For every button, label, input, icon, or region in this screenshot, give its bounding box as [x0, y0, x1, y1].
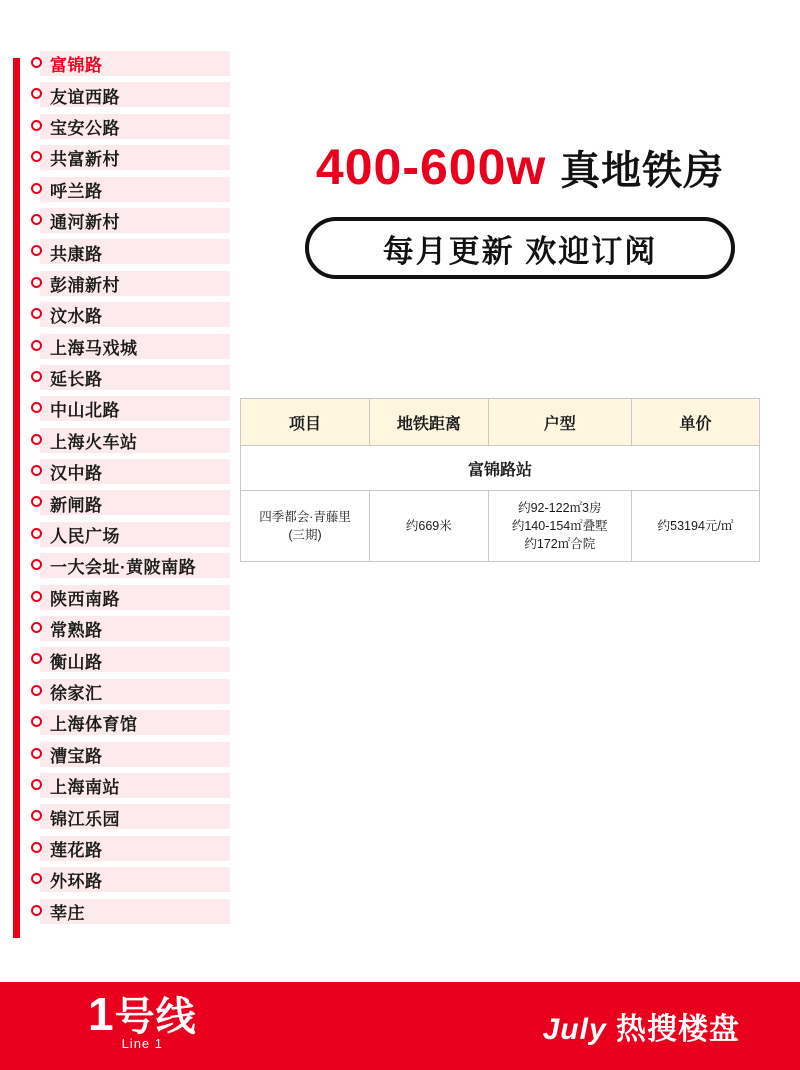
property-table: [240, 398, 760, 562]
station-name: 常熟路: [50, 621, 103, 641]
table-header-project: 项目: [241, 399, 370, 446]
station-row[interactable]: [22, 833, 252, 864]
station-name: 汶水路: [50, 307, 103, 327]
station-name: 上海南站: [50, 778, 120, 798]
table-header: [241, 399, 760, 446]
footer-line-number-suffix: 号线: [114, 995, 197, 1039]
station-name: 衡山路: [50, 652, 103, 672]
station-name: 中山北路: [50, 401, 120, 421]
station-row[interactable]: [22, 770, 252, 801]
station-row[interactable]: [22, 801, 252, 832]
station-row[interactable]: [22, 487, 252, 518]
station-row[interactable]: [22, 519, 252, 550]
cell-distance: 约669米: [370, 491, 488, 562]
station-row[interactable]: [22, 111, 252, 142]
station-name: 富锦路: [50, 56, 103, 76]
station-name: 友谊西路: [50, 87, 120, 107]
station-row[interactable]: [22, 739, 252, 770]
station-row[interactable]: [22, 864, 252, 895]
cell-project-line1: 四季都会·青藤里: [259, 509, 351, 524]
table-header-row: [241, 399, 760, 446]
station-row[interactable]: [22, 582, 252, 613]
cell-price: 约53194元/㎡: [632, 491, 760, 562]
station-name: 宝安公路: [50, 118, 120, 138]
station-row[interactable]: [22, 142, 252, 173]
station-name: 呼兰路: [50, 181, 103, 201]
headline-price: 400-600w: [315, 139, 547, 195]
station-row[interactable]: [22, 331, 252, 362]
station-row[interactable]: [22, 613, 252, 644]
station-dot-icon: [31, 465, 42, 476]
station-name: 共富新村: [50, 150, 120, 170]
station-dot-icon: [31, 528, 42, 539]
station-row[interactable]: [22, 676, 252, 707]
table-header-layout: 户型: [488, 399, 631, 446]
station-row[interactable]: [22, 896, 252, 927]
metro-station-list: [22, 48, 252, 927]
footer-line-name-en: Line 1: [121, 1036, 163, 1052]
station-row[interactable]: [22, 236, 252, 267]
station-dot-icon: [31, 120, 42, 131]
metro-line-stroke: [13, 58, 20, 938]
cell-layout-line1: 约92-122㎡3房: [518, 500, 602, 515]
cell-project-line2: (三期): [288, 528, 322, 542]
table-body: [241, 446, 760, 562]
station-dot-icon: [31, 277, 42, 288]
station-name: 人民广场: [50, 527, 120, 547]
station-name: 彭浦新村: [50, 275, 120, 295]
station-name: 上海火车站: [50, 432, 138, 452]
footer-line-number-digit: 1: [88, 988, 115, 1040]
station-name: 莘庄: [50, 903, 85, 923]
station-dot-icon: [31, 340, 42, 351]
station-name: 新闸路: [50, 495, 103, 515]
table-header-price: 单价: [632, 399, 760, 446]
station-dot-icon: [31, 748, 42, 759]
station-row[interactable]: [22, 393, 252, 424]
station-row[interactable]: [22, 550, 252, 581]
table-row: [241, 491, 760, 562]
station-dot-icon: [31, 183, 42, 194]
station-dot-icon: [31, 779, 42, 790]
station-row[interactable]: [22, 707, 252, 738]
station-name: 汉中路: [50, 464, 103, 484]
station-row[interactable]: [22, 268, 252, 299]
footer-month: July: [542, 1013, 607, 1046]
table-group-row: [241, 446, 760, 491]
station-row[interactable]: [22, 48, 252, 79]
headline-main: [270, 140, 770, 195]
cell-layout-line3: 约172㎡合院: [524, 537, 596, 552]
station-row[interactable]: [22, 79, 252, 110]
station-row[interactable]: [22, 205, 252, 236]
station-dot-icon: [31, 622, 42, 633]
station-name: 上海马戏城: [50, 338, 138, 358]
footer-tagline: [543, 1004, 740, 1048]
station-row[interactable]: [22, 425, 252, 456]
station-name: 延长路: [50, 370, 103, 390]
station-name: 通河新村: [50, 213, 120, 233]
station-name: 共康路: [50, 244, 103, 264]
station-dot-icon: [31, 905, 42, 916]
station-dot-icon: [31, 371, 42, 382]
station-dot-icon: [31, 434, 42, 445]
station-dot-icon: [31, 591, 42, 602]
station-row[interactable]: [22, 299, 252, 330]
table-group-station: 富锦路站: [241, 446, 760, 491]
station-dot-icon: [31, 685, 42, 696]
station-name: 徐家汇: [50, 684, 103, 703]
station-row[interactable]: [22, 456, 252, 487]
station-row[interactable]: [22, 174, 252, 205]
station-dot-icon: [31, 214, 42, 225]
station-name: 外环路: [50, 872, 103, 892]
cell-layout-line2: 约140-154㎡叠墅: [511, 518, 608, 533]
station-dot-icon: [31, 842, 42, 853]
station-name: 漕宝路: [50, 746, 103, 766]
station-row[interactable]: [22, 644, 252, 675]
cell-layout: [488, 491, 631, 562]
station-name: 一大会址·黄陂南路: [50, 558, 197, 578]
subhead-pill: [305, 217, 735, 279]
footer-line-badge: [88, 990, 197, 1051]
station-dot-icon: [31, 57, 42, 68]
cell-project: [241, 491, 370, 562]
station-row[interactable]: [22, 362, 252, 393]
table-header-distance: 地铁距离: [370, 399, 488, 446]
footer-line-number: [88, 990, 197, 1038]
footer-bar: [0, 982, 800, 1070]
footer-tagline-text: 热搜楼盘: [616, 1013, 740, 1046]
station-name: 上海体育馆: [50, 715, 138, 735]
subhead-text: 每月更新 欢迎订阅: [382, 233, 658, 269]
station-name: 锦江乐园: [50, 809, 120, 829]
headline-block: [270, 140, 770, 279]
station-name: 莲花路: [50, 840, 103, 860]
headline-suffix: 真地铁房: [560, 149, 725, 193]
station-name: 陕西南路: [50, 589, 120, 609]
